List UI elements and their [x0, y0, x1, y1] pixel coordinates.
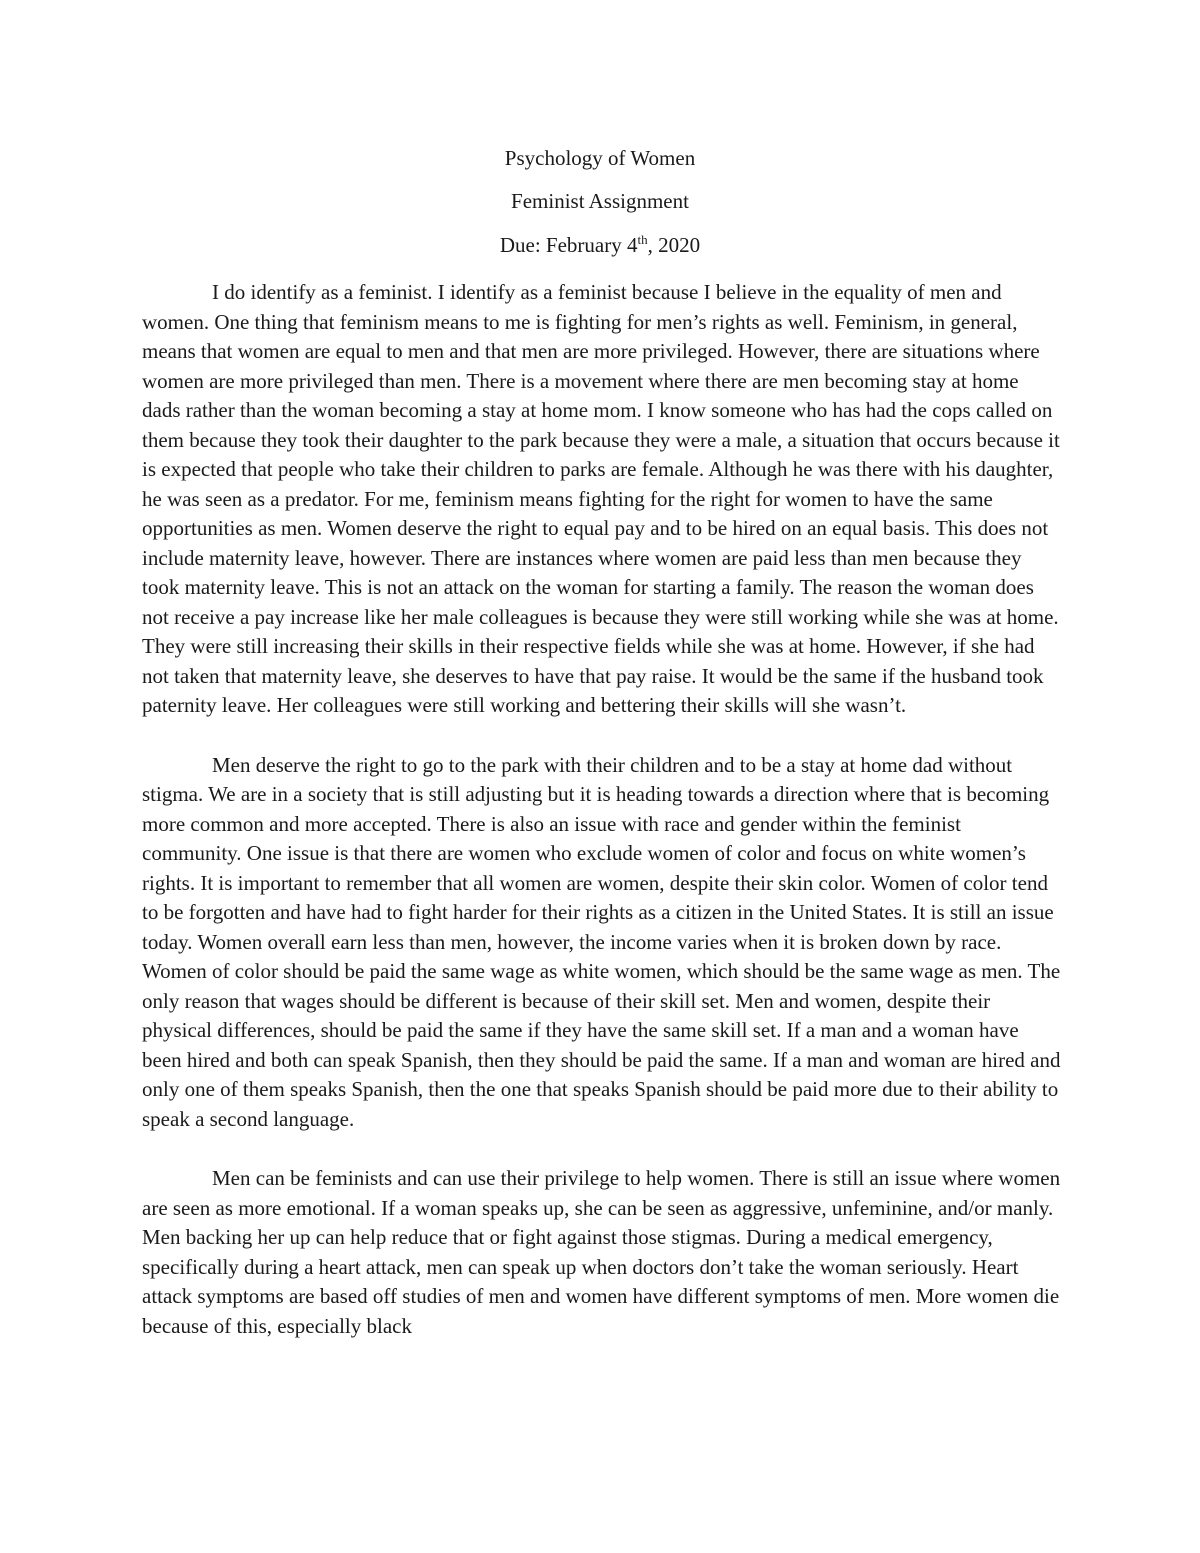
due-date	[0, 233, 1200, 257]
document-subtitle: Feminist Assignment	[511, 189, 689, 213]
due-date-prefix: Due: February 4	[499, 233, 638, 257]
due-date-suffix: , 2020	[647, 233, 701, 257]
paragraph-2: Men deserve the right to go to the park with their children and to be a stay at home dad without stigma. We are in a society that is still adjusting but it is heading towards a direction where that is becoming more common and more accepted. There is also an issue with race and gender within the feminist community. One issue is that there are women who exclude women of color and focus on white women’s rights. It is important to remember that all women are women, despite their skin color. Women of color tend to be forgotten and have had to fight harder for their rights as a citizen in the United States. It is still an issue today. Women overall earn less than men, however, the income varies when it is broken down by race. Women of color should be paid the same wage as white women, which should be the same wage as men. The only reason that wages should be different is because of their skill set. Men and women, despite their physical differences, should be paid the same if they have the same skill set. If a man and a woman have been hired and both can speak Spanish, then they should be paid the same. If a man and woman are hired and only one of them speaks Spanish, then the one that speaks Spanish should be paid more due to their ability to speak a second language.	[142, 752, 1061, 1131]
essay-body	[142, 278, 1062, 1341]
paragraph-3: Men can be feminists and can use their privilege to help women. There is still an issue where women are seen as more emotional. If a woman speaks up, she can be seen as aggressive, unfeminine, and/or manly. Men backing her up can help reduce that or fight against those stigmas. During a medical emergency, specifically during a heart attack, men can speak up when doctors don’t take the woman seriously. Heart attack symptoms are based off studies of men and women have different symptoms of men. More women die because of this, especially black	[142, 1166, 1061, 1338]
paragraph-1: I do identify as a feminist. I identify as a feminist because I believe in the equality of men and women. One thing that feminism means to me is fighting for men’s rights as well. Feminism, in general, means that women are equal to men and that men are more privileged. However, there are situations where women are more privileged than men. There is a movement where there are men becoming stay at home dads rather than the woman becoming a stay at home mom. I know someone who has had the cops called on them because they took their daughter to the park because they were a male, a situation that occurs because it is expected that people who take their children to parks are female. Although he was there with his daughter, he was seen as a predator. For me, feminism means fighting for the right for women to have the same opportunities as men. Women deserve the right to equal pay and to be hired on an equal basis. This does not include maternity leave, however. There are instances where women are paid less than men because they took maternity leave. This is not an attack on the woman for starting a family. The reason the woman does not receive a pay increase like her male colleagues is because they were still working while she was at home. They were still increasing their skills in their respective fields while she was at home. However, if she had not taken that maternity leave, she deserves to have that pay raise. It would be the same if the husband took paternity leave. Her colleagues were still working and bettering their skills will she wasn’t.	[142, 280, 1060, 717]
due-date-ordinal: th	[637, 232, 648, 247]
document-title: Psychology of Women	[504, 146, 696, 170]
